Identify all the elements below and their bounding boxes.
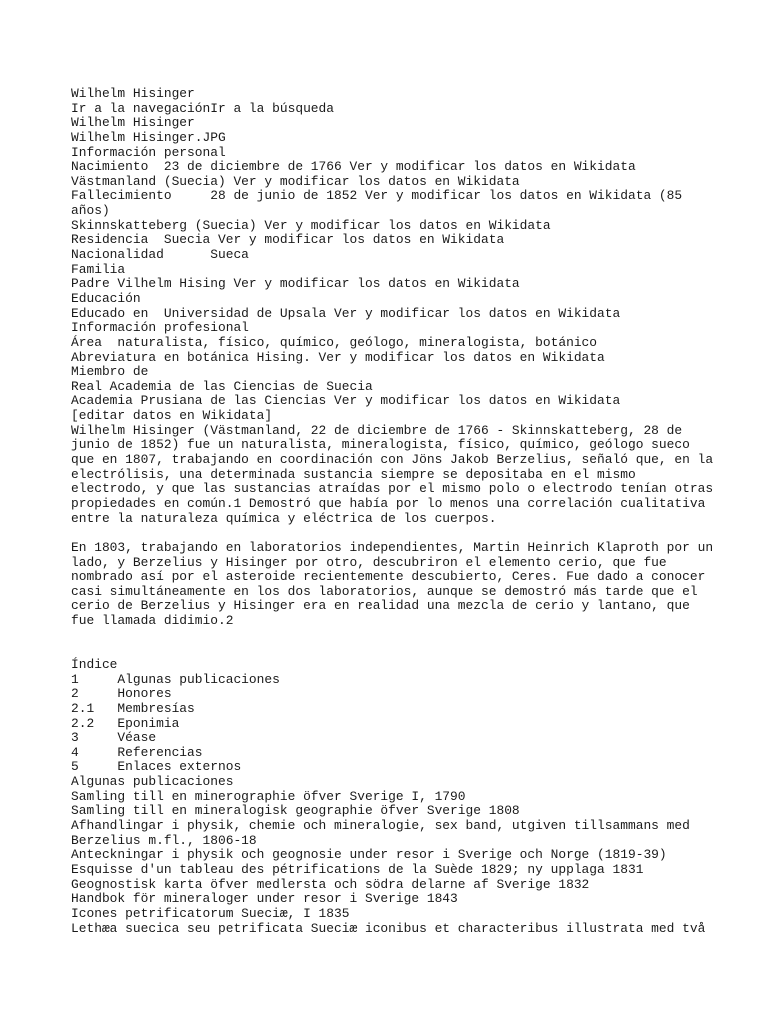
text-line: Skinnskatteberg (Suecia) Ver y modificar los datos en Wikidata <box>71 217 551 233</box>
text-line: Educación <box>71 290 141 306</box>
text-line: 2.2 Eponimia <box>71 715 180 731</box>
text-line: electrodo, y que las sustancias atraídas por el mismo polo o electrodo tenían otras <box>71 481 714 497</box>
blank-line <box>71 526 711 541</box>
text-line: Anteckningar i physik och geognosie under resor i Sverige och Norge (1819-39) <box>71 847 667 863</box>
text-line: Handbok för mineraloger under resor i Sverige 1843 <box>71 891 458 907</box>
text-line: junio de 1852) fue un naturalista, mineralogista, físico, químico, geólogo sueco <box>71 437 690 453</box>
text-line: Academia Prusiana de las Ciencias Ver y modificar los datos en Wikidata <box>71 393 621 409</box>
text-line: 2.1 Membresías <box>71 700 195 716</box>
blank-line <box>71 629 711 644</box>
text-line: Geognostisk karta öfver medlersta och södra delarne af Sverige 1832 <box>71 876 590 892</box>
text-line: propiedades en común.1 Demostró que había por lo menos una correlación cualitativa <box>71 495 706 511</box>
text-line: Västmanland (Suecia) Ver y modificar los datos en Wikidata <box>71 173 520 189</box>
text-line: Berzelius m.fl., 1806-18 <box>71 832 257 848</box>
text-line: Índice <box>71 656 118 672</box>
blank-line <box>71 643 711 658</box>
text-line: Nacimiento 23 de diciembre de 1766 Ver y modificar los datos en Wikidata <box>71 159 636 175</box>
text-line: nombrado así por el asteroide recientemente descubierto, Ceres. Fue dado a conocer <box>71 569 706 585</box>
text-line: Nacionalidad Sueca <box>71 247 249 263</box>
text-line: Familia <box>71 261 126 277</box>
text-line: Residencia Suecia Ver y modificar los datos en Wikidata <box>71 232 505 248</box>
text-line: Ir a la navegaciónIr a la búsqueda <box>71 100 335 116</box>
text-line: Educado en Universidad de Upsala Ver y modificar los datos en Wikidata <box>71 305 621 321</box>
text-line: Algunas publicaciones <box>71 774 234 790</box>
text-line: Real Academia de las Ciencias de Suecia <box>71 378 373 394</box>
text-line: Wilhelm Hisinger <box>71 115 195 131</box>
text-line: Wilhelm Hisinger <box>71 86 195 101</box>
text-line: En 1803, trabajando en laboratorios independientes, Martin Heinrich Klaproth por un <box>71 539 714 555</box>
text-line: [editar datos en Wikidata] <box>71 408 273 424</box>
text-line: Miembro de <box>71 364 149 380</box>
text-line: Afhandlingar i physik, chemie och mineralogie, sex band, utgiven tillsammans med <box>71 818 690 834</box>
text-line: Información personal <box>71 144 226 160</box>
text-line: Samling till en mineralogisk geographie öfver Sverige 1808 <box>71 803 520 819</box>
text-line: 1 Algunas publicaciones <box>71 671 280 687</box>
text-line: electrólisis, una determinada sustancia siempre se depositaba en el mismo <box>71 466 636 482</box>
text-line: Información profesional <box>71 320 249 336</box>
text-line: Samling till en minerographie öfver Sverige I, 1790 <box>71 788 466 804</box>
text-line: Wilhelm Hisinger.JPG <box>71 129 226 145</box>
text-line: 5 Enlaces externos <box>71 759 242 775</box>
text-line: cerio de Berzelius y Hisinger era en realidad una mezcla de cerio y lantano, que <box>71 598 690 614</box>
text-line: Wilhelm Hisinger (Västmanland, 22 de diciembre de 1766 - Skinnskatteberg, 28 de <box>71 422 683 438</box>
text-line: Icones petrificatorum Sueciæ, I 1835 <box>71 905 350 921</box>
text-line: 3 Véase <box>71 730 157 746</box>
text-line: Fallecimiento 28 de junio de 1852 Ver y modificar los datos en Wikidata (85 <box>71 188 683 204</box>
text-line: Abreviatura en botánica Hising. Ver y modificar los datos en Wikidata <box>71 349 605 365</box>
text-line: Padre Vilhelm Hising Ver y modificar los datos en Wikidata <box>71 276 520 292</box>
text-line: Lethæa suecica seu petrificata Sueciæ iconibus et characteribus illustrata med två <box>71 920 706 936</box>
text-line: entre la naturaleza química y eléctrica de los cuerpos. <box>71 510 497 526</box>
text-line: Esquisse d'un tableau des pétrifications de la Suède 1829; ny upplaga 1831 <box>71 861 644 877</box>
text-line: 4 Referencias <box>71 744 203 760</box>
text-line: años) <box>71 203 110 219</box>
text-line: 2 Honores <box>71 686 172 702</box>
text-line: fue llamada didimio.2 <box>71 613 234 629</box>
text-line: Área naturalista, físico, químico, geólogo, mineralogista, botánico <box>71 334 598 350</box>
text-line: que en 1807, trabajando en coordinación con Jöns Jakob Berzelius, señaló que, en la <box>71 452 714 468</box>
document-text <box>71 86 714 936</box>
text-line: casi simultáneamente en los dos laboratorios, aunque se demostró más tarde que el <box>71 583 698 599</box>
text-line: lado, y Berzelius y Hisinger por otro, descubriron el elemento cerio, que fue <box>71 554 667 570</box>
